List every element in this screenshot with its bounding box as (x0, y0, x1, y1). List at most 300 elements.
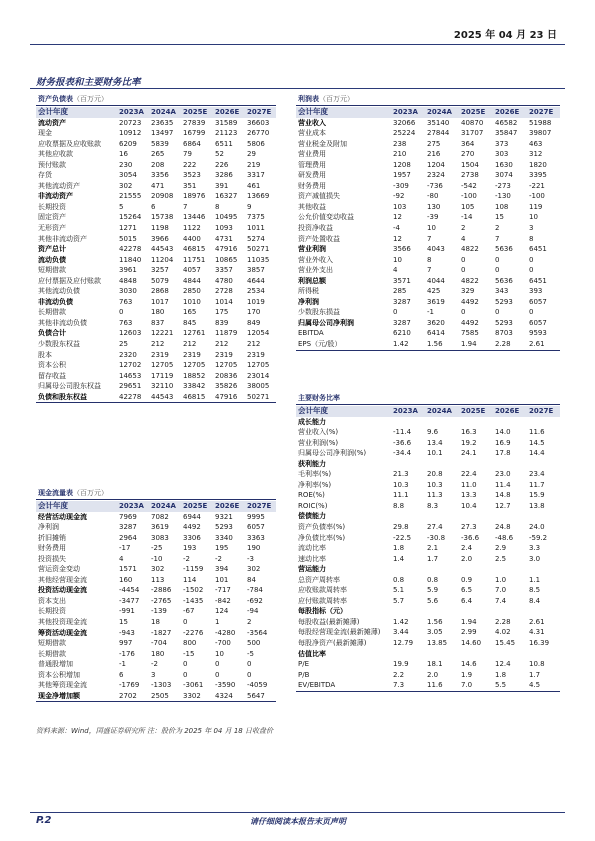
disclaimer-link[interactable]: 请仔细阅读本报告末页声明 (250, 817, 346, 826)
value-cell (526, 564, 560, 575)
row-label-cell: 获利能力 (298, 459, 326, 468)
row-label-cell: 预付账款 (38, 160, 66, 169)
table-row (36, 575, 276, 586)
value-cell: 10 (427, 224, 436, 233)
value-cell: 2.28 (495, 617, 511, 626)
header-year-cell: 2027E (244, 501, 276, 512)
row-label-cell: 营业外收入 (298, 255, 333, 264)
value-cell: 11035 (247, 255, 270, 264)
table-row (36, 318, 276, 329)
value-cell: 4492 (461, 297, 479, 306)
value-cell: 3030 (119, 287, 137, 296)
value-cell: 3571 (393, 276, 411, 285)
value-cell: 9 (247, 202, 252, 211)
table-row (36, 628, 276, 639)
header-label-cell: 会计年度 (36, 107, 116, 118)
income-statement-title-text: 利润表 (298, 95, 319, 103)
value-cell: 0 (529, 266, 534, 275)
value-cell: 16.3 (461, 428, 477, 437)
table-row (36, 512, 276, 523)
cash-flow-rule (36, 499, 276, 500)
value-cell: 5.7 (393, 596, 405, 605)
table-row (296, 554, 560, 565)
table-row (296, 149, 560, 160)
value-cell: 7585 (461, 329, 479, 338)
value-cell: 10.4 (461, 501, 477, 510)
value-cell: -3590 (215, 681, 236, 690)
table-row (296, 469, 560, 480)
value-cell: 3286 (215, 171, 233, 180)
table-row (296, 417, 560, 428)
value-cell: 471 (151, 181, 165, 190)
value-cell (492, 564, 526, 575)
value-cell: 2.1 (427, 544, 439, 553)
table-row (296, 118, 560, 129)
table-row (36, 276, 276, 287)
value-cell: -943 (119, 628, 135, 637)
row-label-cell: 长期投资 (38, 202, 66, 211)
value-cell: 8 (529, 234, 534, 243)
value-cell: 23.4 (529, 470, 545, 479)
value-cell: 4844 (183, 276, 201, 285)
value-cell: 9995 (247, 512, 265, 521)
value-cell: -3477 (119, 596, 140, 605)
row-label-cell: 其他投资现金流 (38, 618, 87, 627)
value-cell: 12221 (151, 329, 174, 338)
row-label-cell: 资本公积增加 (38, 670, 80, 679)
value-cell: 391 (215, 181, 229, 190)
value-cell: 12761 (183, 329, 206, 338)
value-cell: 5.1 (393, 586, 405, 595)
table-row (36, 286, 276, 297)
row-label-cell: 非流动资产 (38, 192, 73, 201)
value-cell: 2505 (148, 691, 180, 702)
table-row (296, 670, 560, 681)
value-cell: -100 (461, 192, 477, 201)
value-cell: 0 (529, 255, 534, 264)
value-cell: 845 (183, 318, 197, 327)
header-year-cell: 2024A (424, 406, 458, 417)
value-cell: 329 (461, 287, 475, 296)
value-cell: 101 (215, 575, 229, 584)
value-cell: 5.9 (427, 586, 439, 595)
table-row (296, 297, 560, 308)
value-cell: 2728 (215, 287, 233, 296)
value-cell: -80 (427, 192, 439, 201)
value-cell: 1504 (461, 160, 479, 169)
row-label-cell: 毛利率(%) (298, 470, 332, 479)
value-cell: 12702 (119, 361, 142, 370)
value-cell: 25 (119, 340, 128, 349)
value-cell: 4.02 (495, 628, 511, 637)
value-cell: 7 (427, 266, 432, 275)
value-cell: -22.5 (393, 533, 412, 542)
table-row (296, 427, 560, 438)
table-row (36, 339, 276, 350)
value-cell: 302 (151, 565, 165, 574)
value-cell (424, 459, 458, 470)
value-cell: 84 (247, 575, 256, 584)
value-cell: 0 (183, 660, 188, 669)
value-cell: 0 (247, 660, 252, 669)
value-cell (390, 459, 424, 470)
value-cell: 0.8 (427, 575, 439, 584)
table-row (36, 297, 276, 308)
value-cell: 238 (393, 139, 407, 148)
row-label-cell: 其他非流动资产 (38, 234, 87, 243)
cash-flow-table (36, 501, 276, 702)
header-label-cell: 会计年度 (296, 107, 390, 118)
value-cell: 12705 (247, 361, 270, 370)
value-cell: 343 (495, 287, 509, 296)
value-cell: 13669 (247, 192, 270, 201)
value-cell: -4280 (215, 628, 236, 637)
value-cell: 12 (393, 213, 402, 222)
value-cell: 997 (119, 639, 133, 648)
value-cell: -2886 (151, 586, 172, 595)
value-cell: 16799 (183, 129, 206, 138)
value-cell: 1.56 (424, 339, 458, 350)
table-row (296, 680, 560, 691)
row-label-cell: 长期借款 (38, 649, 66, 658)
value-cell: 13446 (183, 213, 206, 222)
value-cell: 31707 (461, 129, 484, 138)
value-cell: 2324 (427, 171, 445, 180)
value-cell: 32066 (393, 118, 416, 127)
value-cell: 1014 (215, 297, 233, 306)
value-cell: 4 (119, 554, 124, 563)
value-cell: 1.7 (529, 670, 541, 679)
value-cell: 4044 (427, 276, 445, 285)
value-cell: 212 (247, 340, 261, 349)
value-cell: 7.3 (390, 680, 424, 691)
header-year-cell: 2023A (390, 107, 424, 118)
value-cell: 302 (247, 565, 261, 574)
table-row (36, 255, 276, 266)
value-cell: 230 (119, 160, 133, 169)
value-cell: 7.0 (495, 586, 507, 595)
value-cell: 32110 (151, 382, 174, 391)
value-cell: 17119 (151, 371, 174, 380)
value-cell (424, 649, 458, 660)
value-cell: 2.61 (526, 339, 560, 350)
value-cell: 1208 (393, 160, 411, 169)
value-cell: -2 (183, 554, 190, 563)
value-cell (424, 511, 458, 522)
row-label-cell: 其他筹资现金流 (38, 681, 87, 690)
value-cell: 4 (461, 234, 466, 243)
table-row (296, 638, 560, 649)
value-cell: 6057 (529, 297, 547, 306)
value-cell: 26770 (247, 129, 270, 138)
value-cell: 3287 (393, 318, 411, 327)
value-cell: 7 (427, 234, 432, 243)
value-cell: 3357 (215, 266, 233, 275)
table-row (296, 522, 560, 533)
table-row (296, 202, 560, 213)
value-cell: 0.9 (461, 575, 473, 584)
row-label-cell: 每股净资产(最新摊薄) (298, 639, 367, 648)
table-row (296, 649, 560, 660)
row-label-cell: 投资损失 (38, 554, 66, 563)
value-cell: 0 (495, 308, 500, 317)
value-cell: 1.0 (495, 575, 507, 584)
value-cell: 2.28 (492, 339, 526, 350)
value-cell: 3523 (183, 171, 201, 180)
table-row (36, 160, 276, 171)
value-cell: 108 (495, 202, 509, 211)
value-cell: 275 (427, 139, 441, 148)
row-label-cell: 现金净增加额 (36, 691, 116, 702)
value-cell: 393 (529, 287, 543, 296)
value-cell: 3.44 (393, 628, 409, 637)
table-row (296, 286, 560, 297)
row-label-cell: 资本公积 (38, 361, 66, 370)
value-cell: 21555 (119, 192, 142, 201)
value-cell: 1.42 (390, 339, 424, 350)
value-cell: 3.0 (529, 554, 541, 563)
value-cell (492, 511, 526, 522)
row-label-cell: 成长能力 (298, 417, 326, 426)
table-header-row (296, 107, 560, 118)
value-cell: -39 (427, 213, 439, 222)
value-cell: 2.0 (461, 554, 473, 563)
value-cell: -1 (119, 660, 126, 669)
value-cell: 212 (215, 340, 229, 349)
table-header-row (36, 501, 276, 512)
value-cell: 10.8 (529, 660, 545, 669)
value-cell: -1769 (119, 681, 140, 690)
ratios-table (296, 406, 560, 692)
value-cell: 8.4 (529, 596, 541, 605)
table-row (36, 139, 276, 150)
table-row (36, 381, 276, 392)
value-cell: -309 (393, 181, 409, 190)
value-cell: 12603 (119, 329, 142, 338)
row-label-cell: 筹资活动现金流 (38, 628, 87, 637)
row-label-cell: 少数股东权益 (38, 340, 80, 349)
value-cell: 51988 (529, 118, 552, 127)
value-cell: 47916 (215, 245, 238, 254)
table-row (296, 223, 560, 234)
table-row (36, 328, 276, 339)
value-cell: 463 (529, 139, 543, 148)
value-cell (526, 511, 560, 522)
value-cell: -784 (247, 586, 263, 595)
value-cell: -736 (427, 181, 443, 190)
value-cell: 4644 (247, 276, 265, 285)
income-statement-title (298, 94, 354, 104)
row-label-cell: 投资净收益 (298, 224, 333, 233)
row-label-cell: 资产处置收益 (298, 234, 340, 243)
row-label-cell: 营业外支出 (298, 266, 333, 275)
value-cell: 180 (151, 649, 165, 658)
table-row (296, 606, 560, 617)
value-cell: 11.4 (495, 480, 511, 489)
row-label-cell: 资本支出 (38, 596, 66, 605)
value-cell: 195 (215, 544, 229, 553)
value-cell (390, 511, 424, 522)
value-cell: -842 (215, 596, 231, 605)
value-cell: -1 (427, 308, 434, 317)
value-cell: 7082 (151, 512, 169, 521)
row-label-cell: 营业费用 (298, 150, 326, 159)
value-cell: 180 (151, 308, 165, 317)
value-cell: 5293 (495, 318, 513, 327)
value-cell: 2 (495, 224, 500, 233)
value-cell: 14.4 (529, 449, 545, 458)
table-row (36, 638, 276, 649)
value-cell: 2738 (461, 171, 479, 180)
value-cell: 5293 (215, 523, 233, 532)
value-cell: 36603 (247, 118, 270, 127)
value-cell: 837 (151, 318, 165, 327)
value-cell: 170 (247, 308, 261, 317)
value-cell: 27844 (427, 129, 450, 138)
value-cell: -36.6 (461, 533, 480, 542)
value-cell: 35847 (495, 129, 518, 138)
row-label-cell: 长期投资 (38, 607, 66, 616)
row-label-cell: 其他非流动负债 (38, 318, 87, 327)
row-label-cell: P/B (298, 670, 310, 679)
footer-rule (30, 812, 565, 813)
value-cell: 4731 (215, 234, 233, 243)
table-row (36, 128, 276, 139)
value-cell: 11.0 (461, 480, 477, 489)
value-cell: 763 (119, 297, 133, 306)
value-cell: 13.4 (427, 438, 443, 447)
row-label-cell: 其他流动资产 (38, 181, 80, 190)
value-cell: 500 (247, 639, 261, 648)
value-cell: 10865 (215, 255, 238, 264)
value-cell: 16.39 (529, 639, 550, 648)
value-cell: 5 (119, 202, 124, 211)
value-cell: 79 (183, 150, 192, 159)
row-label-cell: 应付票据及应付账款 (38, 276, 101, 285)
cash-flow-title-text: 现金流量表 (38, 489, 73, 497)
source-note: 资料来源：Wind，国盛证券研究所 注：股价为 2025 年 04 月 18 日收盘价 (36, 727, 273, 735)
value-cell: 17.8 (495, 449, 511, 458)
value-cell: 1017 (151, 297, 169, 306)
value-cell: 1 (215, 618, 220, 627)
value-cell (458, 459, 492, 470)
value-cell: 20908 (151, 192, 174, 201)
value-cell: 1.1 (529, 575, 541, 584)
value-cell: 800 (183, 639, 197, 648)
table-row (296, 543, 560, 554)
table-header-row (36, 107, 276, 118)
row-label-cell: 留存收益 (38, 371, 66, 380)
value-cell (390, 649, 424, 660)
value-cell: 2868 (151, 287, 169, 296)
value-cell: 1204 (427, 160, 445, 169)
value-cell (424, 564, 458, 575)
row-label-cell: ROIC(%) (298, 501, 328, 510)
value-cell: 270 (461, 150, 475, 159)
row-label-cell: 投资活动现金流 (38, 586, 87, 595)
row-label-cell: 流动资产 (38, 118, 66, 127)
value-cell: 6.4 (461, 596, 473, 605)
value-cell: 3857 (247, 266, 265, 275)
value-cell (458, 564, 492, 575)
value-cell: 13497 (151, 129, 174, 138)
table-row (296, 575, 560, 586)
table-row (36, 234, 276, 245)
value-cell: 29 (247, 150, 256, 159)
value-cell: 1.94 (458, 339, 492, 350)
value-cell: 46582 (495, 118, 518, 127)
balance-sheet-title (38, 94, 108, 104)
value-cell: 2702 (116, 691, 148, 702)
value-cell: 1630 (495, 160, 513, 169)
value-cell: 0 (215, 670, 220, 679)
table-row (36, 212, 276, 223)
value-cell (492, 649, 526, 660)
value-cell: 27.3 (461, 523, 477, 532)
value-cell: 394 (215, 565, 229, 574)
value-cell: 5274 (247, 234, 265, 243)
value-cell: 11.7 (529, 480, 545, 489)
value-cell: 763 (119, 318, 133, 327)
income-statement-rule (296, 105, 560, 106)
value-cell: 7.0 (458, 680, 492, 691)
value-cell: 4848 (119, 276, 137, 285)
value-cell: 14.6 (461, 660, 477, 669)
table-header-row (296, 406, 560, 417)
value-cell: 1.8 (495, 670, 507, 679)
value-cell: -221 (529, 181, 545, 190)
value-cell: 18852 (183, 371, 206, 380)
value-cell: 16.9 (495, 438, 511, 447)
value-cell: -3061 (183, 681, 204, 690)
header-year-cell: 2023A (116, 107, 148, 118)
value-cell: -100 (529, 192, 545, 201)
value-cell: 5079 (151, 276, 169, 285)
value-cell: 47916 (212, 392, 244, 403)
value-cell: 3340 (215, 533, 233, 542)
row-label-cell: 每股指标（元） (298, 607, 347, 616)
row-label-cell: 营业利润 (298, 245, 326, 254)
value-cell: 1.42 (393, 617, 409, 626)
value-cell: 4043 (427, 245, 445, 254)
row-label-cell: 净利率(%) (298, 480, 332, 489)
value-cell: -717 (215, 586, 231, 595)
value-cell: 4492 (183, 523, 201, 532)
row-label-cell: 营业税金及附加 (298, 139, 347, 148)
table-row (36, 350, 276, 361)
value-cell: 7 (183, 202, 188, 211)
value-cell: 105 (461, 202, 475, 211)
value-cell: 4057 (183, 266, 201, 275)
value-cell: 0 (183, 618, 188, 627)
value-cell: 11879 (215, 329, 238, 338)
row-label-cell: 利润总额 (298, 276, 326, 285)
value-cell: 0 (495, 266, 500, 275)
value-cell: -2 (215, 554, 222, 563)
value-cell: 6864 (183, 139, 201, 148)
header-rule (30, 44, 565, 45)
table-row (36, 606, 276, 617)
value-cell: 18 (151, 618, 160, 627)
value-cell: 7375 (247, 213, 265, 222)
value-cell: 6057 (529, 318, 547, 327)
row-label-cell: 固定资产 (38, 213, 66, 222)
table-row (36, 371, 276, 382)
value-cell: 12054 (247, 329, 270, 338)
table-row (296, 328, 560, 339)
value-cell: -176 (119, 649, 135, 658)
value-cell: -25 (151, 544, 163, 553)
